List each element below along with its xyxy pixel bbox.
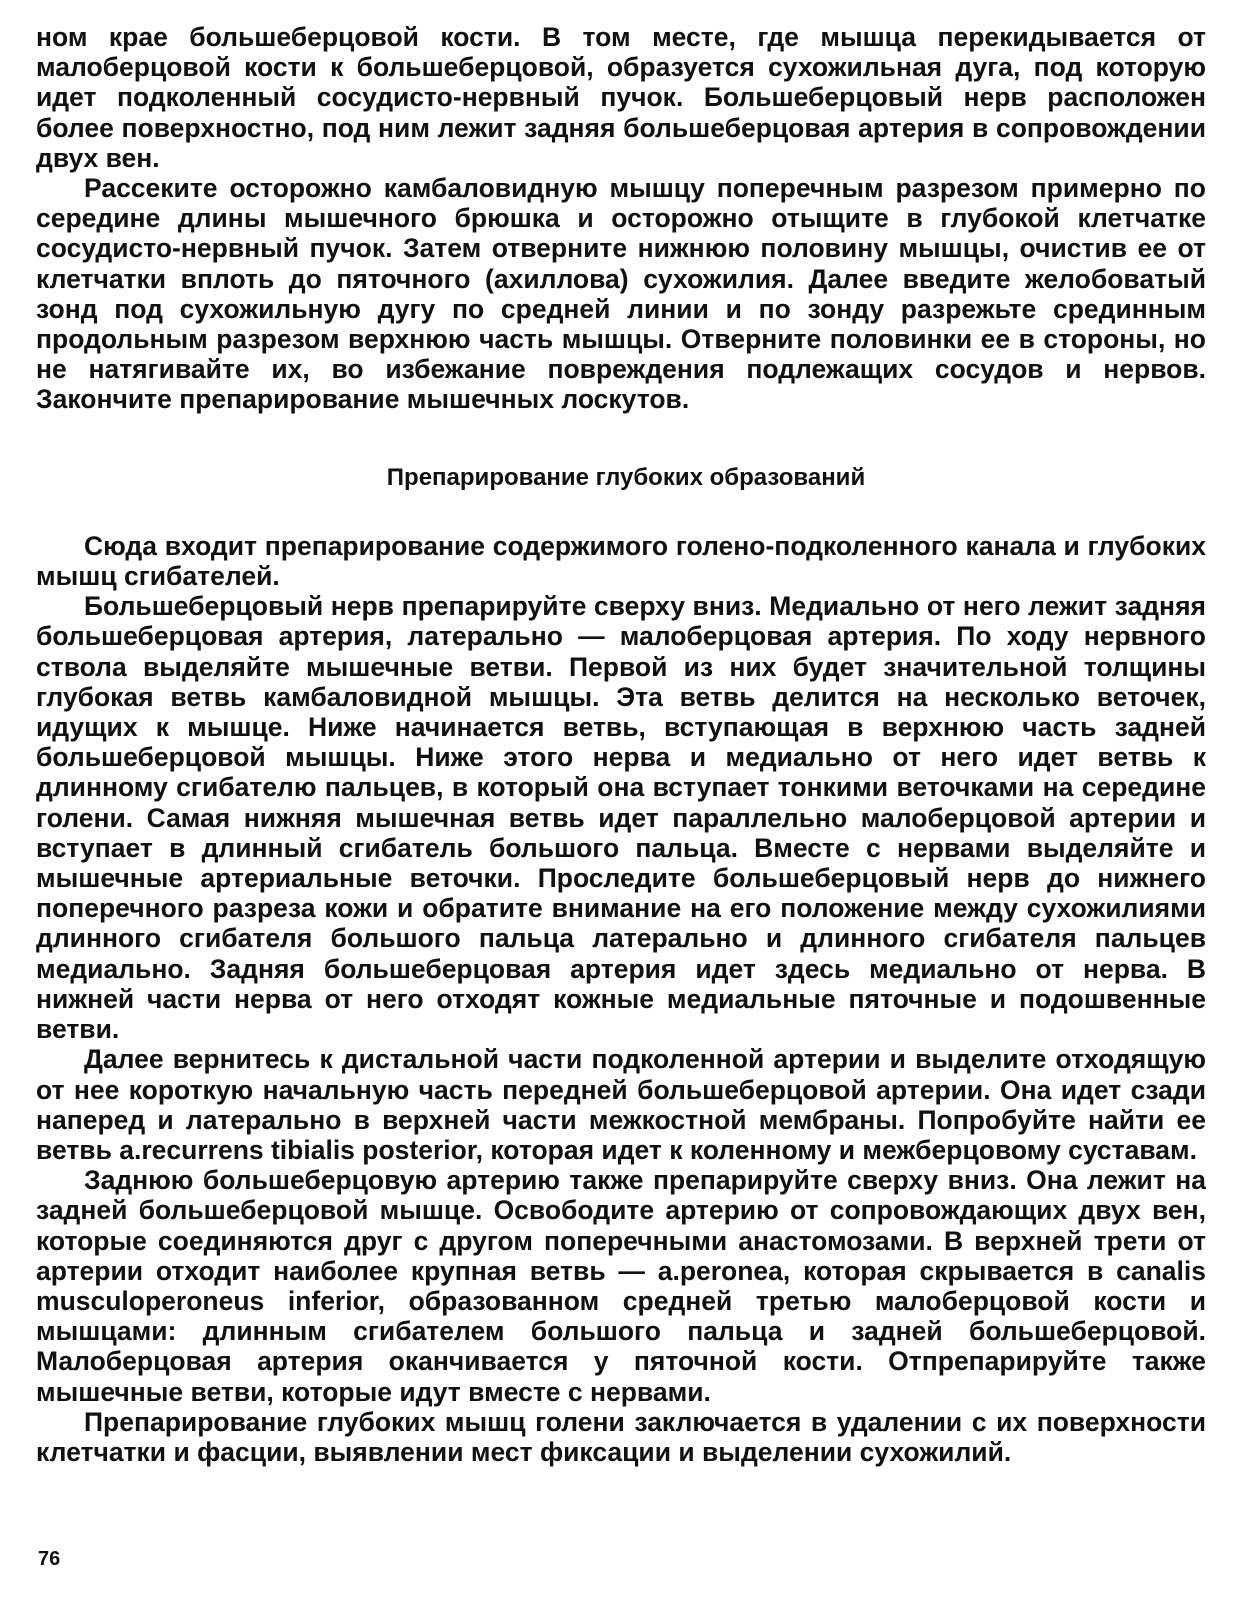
paragraph-anterior-tibial-artery: Далее вернитесь к дистальной части подколенной артерии и выделите отходящую от нее короткую начальную часть передней большеберцовой артерии. Она идет сзади наперед и латерально в верхней части межкостной мембраны. Попробуйте найти ее ветвь a.recurrens tibialis posterior, которая идет к коленному и межберцовому суставам. [36,1044,1206,1165]
paragraph-posterior-tibial-artery: Заднюю большеберцовую артерию также препарируйте сверху вниз. Она лежит на задней большеберцовой мышце. Освободите артерию от сопровождающих двух вен, которые соединяются друг с другом поперечными анастомозами. В верхней трети от артерии отходит наиболее крупная ветвь — a.peronea, которая скрывается в canalis musculoperoneus inferior, образованном средней третью малоберцовой кости и мышцами: длинным сгибателем большого пальца и задней большеберцовой. Малоберцовая артерия оканчивается у пяточной кости. Отпрепарируйте также мышечные ветви, которые идут вместе с нервами. [36,1165,1206,1407]
paragraph-deep-muscles: Препарирование глубоких мышц голени заключается в удалении с их поверхности клетчатки и фасции, выявлении мест фиксации и выделении сухожилий. [36,1406,1206,1467]
paragraph-continuation: ном крае большеберцовой кости. В том месте, где мышца перекидывается от малоберцовой кости к большеберцовой, образуется сухожильная дуга, под которую идет подколенный сосудисто-нервный пучок. Большеберцовый нерв расположен более поверхностно, под ним лежит задняя большеберцовая артерия в сопровождении двух вен. [36,22,1206,173]
page-number: 76 [38,1548,61,1570]
page-body [36,22,1206,1467]
paragraph-intro: Сюда входит препарирование содержимого голено-подколенного канала и глубоких мышц сгибателей. [36,530,1206,592]
section-heading: Препарирование глубоких образований [386,463,866,491]
paragraph-soleus-dissection: Рассеките осторожно камбаловидную мышцу поперечным разрезом примерно по середине длины мышечного брюшка и осторожно отыщите в глубокой клетчатке сосудисто-нервный пучок. Затем отверните нижнюю половину мышцы, очистив ее от клетчатки вплоть до пяточного (ахиллова) сухожилия. Далее введите желобоватый зонд под сухожильную дугу по средней линии и по зонду разрежьте срединным продольным разрезом верхнюю часть мышцы. Отверните половинки ее в стороны, но не натягивайте их, во избежание повреждения подлежащих сосудов и нервов. Закончите препарирование мышечных лоскутов. [36,173,1206,415]
paragraph-tibial-nerve: Большеберцовый нерв препарируйте сверху вниз. Медиально от него лежит задняя большеберцовая артерия, латерально — малоберцовая артерия. По ходу нервного ствола выделяйте мышечные ветви. Первой из них будет значительной толщины глубокая ветвь камбаловидной мышцы. Эта ветвь делится на несколько веточек, идущих к мышце. Ниже начинается ветвь, вступающая в верхнюю часть задней большеберцовой мышцы. Ниже этого нерва и медиально от него идет ветвь к длинному сгибателю пальцев, в который она вступает тонкими веточками на середине голени. Самая нижняя мышечная ветвь идет параллельно малоберцовой артерии и вступает в длинный сгибатель большого пальца. Вместе с нервами выделяйте и мышечные артериальные веточки. Проследите большеберцовый нерв до нижнего поперечного разреза кожи и обратите внимание на его положение между сухожилиями длинного сгибателя большого пальца латерально и длинного сгибателя пальцев медиально. Задняя большеберцовая артерия идет здесь медиально от нерва. В нижней части нерва от него отходят кожные медиальные пяточные и подошвенные ветви. [36,591,1206,1045]
